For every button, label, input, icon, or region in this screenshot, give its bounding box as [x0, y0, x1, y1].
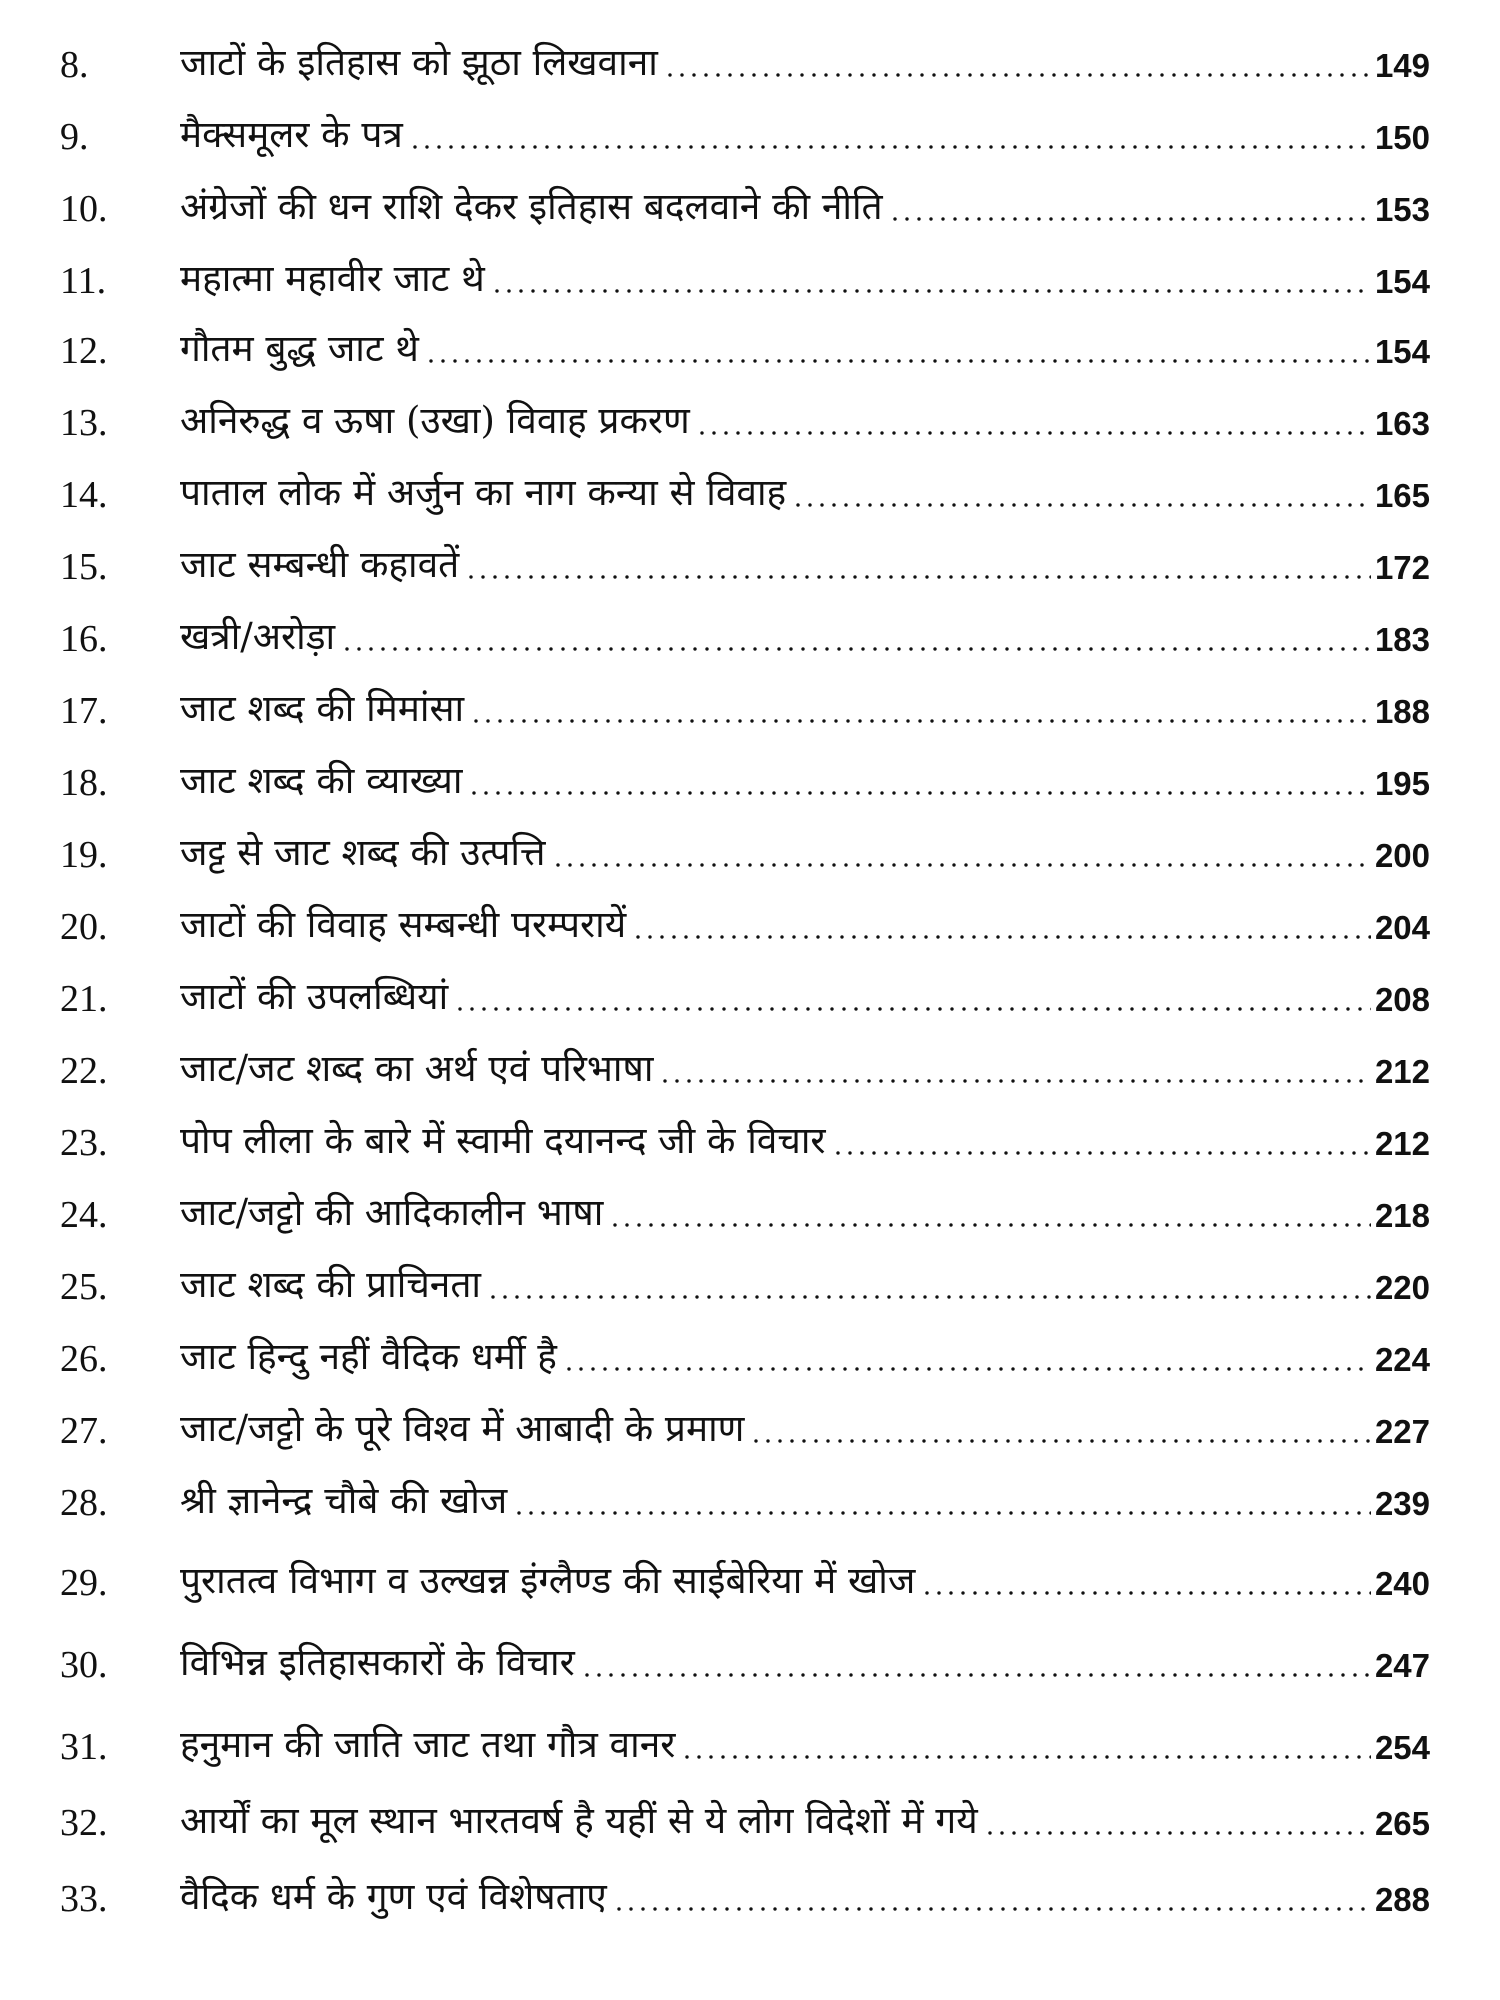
entry-number: 29. — [60, 1562, 108, 1604]
entry-page-number: 218 — [1374, 1197, 1430, 1234]
entry-number: 33. — [60, 1878, 108, 1920]
dot-leader — [832, 1150, 1371, 1156]
dot-leader — [468, 790, 1370, 796]
entry-number: 24. — [60, 1194, 108, 1236]
entry-page-number: 212 — [1374, 1125, 1430, 1162]
entry-page-number: 220 — [1374, 1269, 1430, 1306]
entry-page-number: 265 — [1374, 1805, 1430, 1842]
dot-leader — [632, 934, 1371, 940]
entry-page-number: 208 — [1374, 981, 1430, 1018]
toc-entry — [60, 1316, 1430, 1380]
toc-entry — [60, 94, 1430, 158]
entry-number: 30. — [60, 1644, 108, 1686]
dot-leader — [425, 358, 1371, 364]
entry-number: 14. — [60, 474, 108, 516]
entry-page-number: 153 — [1374, 191, 1430, 228]
entry-title: पुरातत्व विभाग व उल्खन्न इंग्लैण्ड की साईबेरिया में खोज — [180, 1558, 916, 1602]
toc-entry — [60, 1780, 1430, 1844]
dot-leader — [487, 1294, 1371, 1300]
entry-number: 21. — [60, 978, 108, 1020]
entry-page-number: 165 — [1374, 477, 1430, 514]
entry-page-number: 204 — [1374, 909, 1430, 946]
entry-number: 20. — [60, 906, 108, 948]
toc-entry — [60, 22, 1430, 86]
dot-leader — [581, 1672, 1371, 1678]
entry-number: 25. — [60, 1266, 108, 1308]
dot-leader — [552, 862, 1371, 868]
dot-leader — [491, 288, 1371, 294]
entry-title: जाट हिन्दु नहीं वैदिक धर्मी है — [180, 1334, 557, 1378]
toc-entry — [60, 740, 1430, 804]
entry-title: अनिरुद्ध व ऊषा (उखा) विवाह प्रकरण — [180, 398, 690, 442]
entry-title: खत्री/अरोड़ा — [180, 614, 336, 658]
entry-title: जाट/जट शब्द का अर्थ एवं परिभाषा — [180, 1046, 654, 1090]
toc-entry — [60, 238, 1430, 302]
dot-leader — [659, 1078, 1371, 1084]
dot-leader — [341, 646, 1371, 652]
dot-leader — [792, 502, 1371, 508]
toc-entry — [60, 596, 1430, 660]
dot-leader — [696, 430, 1371, 436]
entry-number: 8. — [60, 44, 89, 86]
entry-title: जाट/जट्टो के पूरे विश्व में आबादी के प्रमाण — [180, 1406, 745, 1450]
entry-title: जाट/जट्टो की आदिकालीन भाषा — [180, 1190, 604, 1234]
dot-leader — [454, 1006, 1371, 1012]
toc-entry — [60, 308, 1430, 372]
entry-number: 16. — [60, 618, 108, 660]
entry-page-number: 154 — [1374, 333, 1430, 370]
entry-title: आर्यों का मूल स्थान भारतवर्ष है यहीं से ये लोग विदेशों में गये — [180, 1798, 978, 1842]
toc-entry — [60, 668, 1430, 732]
entry-number: 26. — [60, 1338, 108, 1380]
dot-leader — [613, 1906, 1371, 1912]
entry-number: 31. — [60, 1726, 108, 1768]
entry-number: 9. — [60, 116, 89, 158]
entry-number: 18. — [60, 762, 108, 804]
entry-title: जाटों की उपलब्धियां — [180, 974, 449, 1018]
entry-number: 32. — [60, 1802, 108, 1844]
toc-entry — [60, 1100, 1430, 1164]
entry-page-number: 254 — [1374, 1729, 1430, 1766]
entry-title: जाट सम्बन्धी कहावतें — [180, 542, 460, 586]
entry-title: महात्मा महावीर जाट थे — [180, 256, 485, 300]
entry-page-number: 188 — [1374, 693, 1430, 730]
entry-number: 10. — [60, 188, 108, 230]
dot-leader — [921, 1590, 1371, 1596]
toc-entry — [60, 1388, 1430, 1452]
entry-page-number: 212 — [1374, 1053, 1430, 1090]
dot-leader — [664, 72, 1371, 78]
entry-number: 23. — [60, 1122, 108, 1164]
entry-number: 22. — [60, 1050, 108, 1092]
toc-entry — [60, 1460, 1430, 1524]
toc-entry — [60, 1704, 1430, 1768]
dot-leader — [465, 574, 1371, 580]
entry-title: जाट शब्द की प्राचिनता — [180, 1262, 482, 1306]
entry-page-number: 163 — [1374, 405, 1430, 442]
toc-entry — [60, 812, 1430, 876]
entry-title: जाटों की विवाह सम्बन्धी परम्परायें — [180, 902, 627, 946]
toc-entry — [60, 166, 1430, 230]
toc-entry — [60, 1540, 1430, 1604]
entry-number: 19. — [60, 834, 108, 876]
entry-page-number: 239 — [1374, 1485, 1430, 1522]
entry-page-number: 227 — [1374, 1413, 1430, 1450]
entry-title: विभिन्न इतिहासकारों के विचार — [180, 1640, 575, 1684]
entry-title: हनुमान की जाति जाट तथा गौत्र वानर — [180, 1722, 676, 1766]
entry-page-number: 154 — [1374, 263, 1430, 300]
entry-number: 27. — [60, 1410, 108, 1452]
entry-number: 11. — [60, 260, 107, 302]
entry-number: 15. — [60, 546, 108, 588]
toc-entry — [60, 452, 1430, 516]
entry-page-number: 288 — [1374, 1881, 1430, 1918]
toc-entry — [60, 1028, 1430, 1092]
toc-entry — [60, 884, 1430, 948]
dot-leader — [409, 144, 1371, 150]
entry-title: जाट शब्द की मिमांसा — [180, 686, 465, 730]
entry-title: वैदिक धर्म के गुण एवं विशेषताए — [180, 1874, 607, 1918]
dot-leader — [681, 1754, 1371, 1760]
entry-title: जाट शब्द की व्याख्या — [180, 758, 463, 802]
toc-entry — [60, 1244, 1430, 1308]
dot-leader — [563, 1366, 1371, 1372]
entry-title: अंग्रेजों की धन राशि देकर इतिहास बदलवाने की नीति — [180, 184, 883, 228]
entry-title: गौतम बुद्ध जाट थे — [180, 326, 419, 370]
dot-leader — [984, 1830, 1371, 1836]
toc-entry — [60, 524, 1430, 588]
toc-entry — [60, 956, 1430, 1020]
dot-leader — [750, 1438, 1371, 1444]
entry-number: 28. — [60, 1482, 108, 1524]
entry-page-number: 183 — [1374, 621, 1430, 658]
entry-title: पाताल लोक में अर्जुन का नाग कन्या से विवाह — [180, 470, 787, 514]
entry-page-number: 224 — [1374, 1341, 1430, 1378]
entry-page-number: 240 — [1374, 1565, 1430, 1602]
entry-page-number: 195 — [1374, 765, 1430, 802]
entry-title: जाटों के इतिहास को झूठा लिखवाना — [180, 40, 658, 84]
entry-page-number: 247 — [1374, 1647, 1430, 1684]
dot-leader — [470, 718, 1371, 724]
entry-title: श्री ज्ञानेन्द्र चौबे की खोज — [180, 1478, 508, 1522]
dot-leader — [889, 216, 1371, 222]
entry-number: 17. — [60, 690, 108, 732]
entry-title: मैक्समूलर के पत्र — [180, 112, 403, 156]
entry-page-number: 150 — [1374, 119, 1430, 156]
entry-number: 12. — [60, 330, 108, 372]
toc-entry — [60, 1622, 1430, 1686]
entry-page-number: 172 — [1374, 549, 1430, 586]
entry-page-number: 149 — [1374, 47, 1430, 84]
dot-leader — [513, 1510, 1371, 1516]
entry-title: पोप लीला के बारे में स्वामी दयानन्द जी के विचार — [180, 1118, 826, 1162]
toc-entry — [60, 1172, 1430, 1236]
dot-leader — [609, 1222, 1371, 1228]
entry-title: जट्ट से जाट शब्द की उत्पत्ति — [180, 830, 546, 874]
entry-page-number: 200 — [1374, 837, 1430, 874]
entry-number: 13. — [60, 402, 108, 444]
toc-entry — [60, 1856, 1430, 1920]
toc-entry — [60, 380, 1430, 444]
